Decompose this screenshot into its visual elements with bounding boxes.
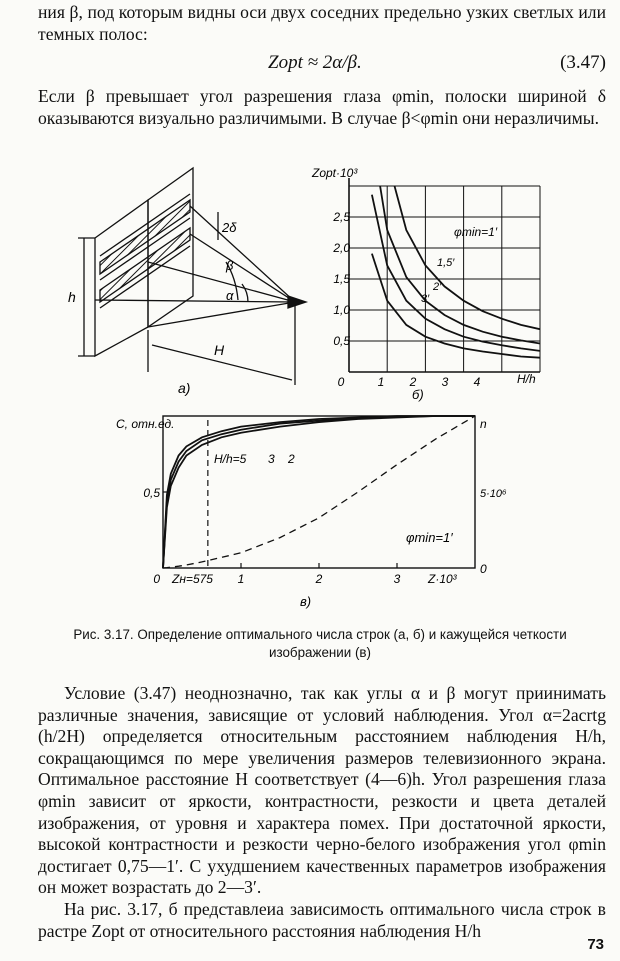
eye-symbol (288, 296, 306, 308)
chart-c-x-tick-3: 3 (393, 572, 401, 586)
label-h: h (68, 289, 76, 305)
panel-label-c: в) (300, 594, 312, 609)
figure-b-chart (311, 17, 540, 402)
chart-b-xlabel: H/h (517, 372, 536, 386)
chart-c-x-tick-1: 1 (237, 572, 245, 586)
chart-c-curve-label-3: 3 (268, 452, 275, 466)
chart-c-ylabel-left: С, отн.ед. (116, 417, 175, 431)
paragraph-4: На рис. 3.17, б представлеиа зависимость оптимального числа строк в растре Zopt от относительного расстояния наблюдения H/h (38, 899, 606, 941)
chart-b-x-tick-1: 1 (377, 375, 385, 389)
chart-b-y-tick-2: 1,5 (333, 272, 350, 286)
paragraph-2: Если β превышает угол разрешения глаза φmin, полоски шириной δ оказываются визуально различимыми. В случае β<φmin они неразличимы. (38, 86, 606, 128)
label-H: H (214, 342, 225, 358)
chart-b-y-tick-3: 2,0 (333, 241, 350, 255)
label-2delta: 2δ (222, 220, 237, 235)
figure-c-chart (116, 416, 507, 609)
chart-c-curves (163, 416, 475, 568)
page-number: 73 (587, 936, 604, 953)
label-alpha: α (226, 288, 234, 303)
chart-b-ylabel: Zopt·10³ (312, 166, 358, 180)
ray-bottom (148, 302, 295, 327)
figure-caption: Рис. 3.17. Определение оптимального числа строк (а, б) и кажущейся четкости изображении (в) (73, 627, 567, 660)
chart-c-y-right-tick-0: 0 (480, 562, 487, 576)
chart-b-x-tick-0: 0 (337, 375, 345, 389)
chart-b-y-tick-0: 0,5 (333, 334, 350, 348)
chart-c-y-left-tick-0-5: 0,5 (143, 486, 160, 500)
panel-label-b: б) (412, 387, 424, 402)
chart-c-x-tick-2: 2 (315, 572, 323, 586)
chart-c-series-2 (163, 416, 475, 568)
chart-b-x-tick-4: 4 (473, 375, 481, 389)
chart-b-series-3 (372, 195, 540, 351)
chart-b-x-tick-2: 2 (409, 375, 417, 389)
figure-a-sketch (78, 168, 306, 385)
paragraph-3: Условие (3.47) неоднозначно, так как углы α и β могут приинимать различные значения, зависящие от условий наблюдения. Угол α=2acrtg (h/2H) определяется относительным расстоянием наблюдения H/h, сокращающимся по мере увеличения размеров телевизионного экрана. Оптимальное расстояние H соответствует (4—6)h. Угол разрешения глаза φmin зависит от яркости, контрастности, резкости и цвета деталей изображения, от уровня и характера помех. При достаточной яркости, высокой контрастности и резкости черно-белого изображения угол φmin достигает 0,75—1′. С ухудшением качественных параметров изображения он может возрастать до 2—3′. (38, 683, 606, 898)
chart-b-series-4 (372, 254, 540, 358)
chart-b-x-tick-3: 3 (441, 375, 449, 389)
chart-b-curve-label-1-5: 1,5′ (437, 257, 455, 269)
chart-c-ylabel-right-mid: 5·10⁶ (480, 488, 507, 500)
chart-b-curve-label-3: 3′ (421, 293, 430, 305)
equation-number: (3.47) (560, 52, 606, 73)
alpha-arc (242, 284, 248, 302)
chart-c-phi-label: φmin=1′ (406, 530, 453, 545)
panel-label-a: а) (178, 380, 191, 396)
chart-b-curve-label-1: φmin=1′ (454, 225, 498, 239)
equation-formula: Zopt ≈ 2α/β. (268, 52, 362, 73)
chart-c-curve-label-2: 2 (288, 452, 295, 466)
top-paragraph: ния β, под которым видны оси двух соседних предельно узких светлых или темных полос: (38, 2, 606, 44)
label-beta: β (226, 258, 234, 273)
chart-c-curve-label-5: H/h=5 (214, 452, 247, 466)
chart-c-zn-label: Zн=575 (172, 572, 213, 586)
chart-b-y-tick-4: 2,5 (333, 210, 350, 224)
chart-b-curve-label-2: 2′ (433, 281, 442, 293)
ray-stripe-b (190, 234, 295, 302)
chart-b-curves (372, 17, 540, 358)
ray-center (95, 300, 295, 302)
chart-c-y-left-tick-0: 0 (153, 572, 160, 586)
chart-b-y-tick-1: 1,0 (333, 303, 350, 317)
chart-c-ylabel-right-top: n (480, 417, 487, 431)
chart-c-x-unit: Z·10³ (428, 572, 457, 586)
